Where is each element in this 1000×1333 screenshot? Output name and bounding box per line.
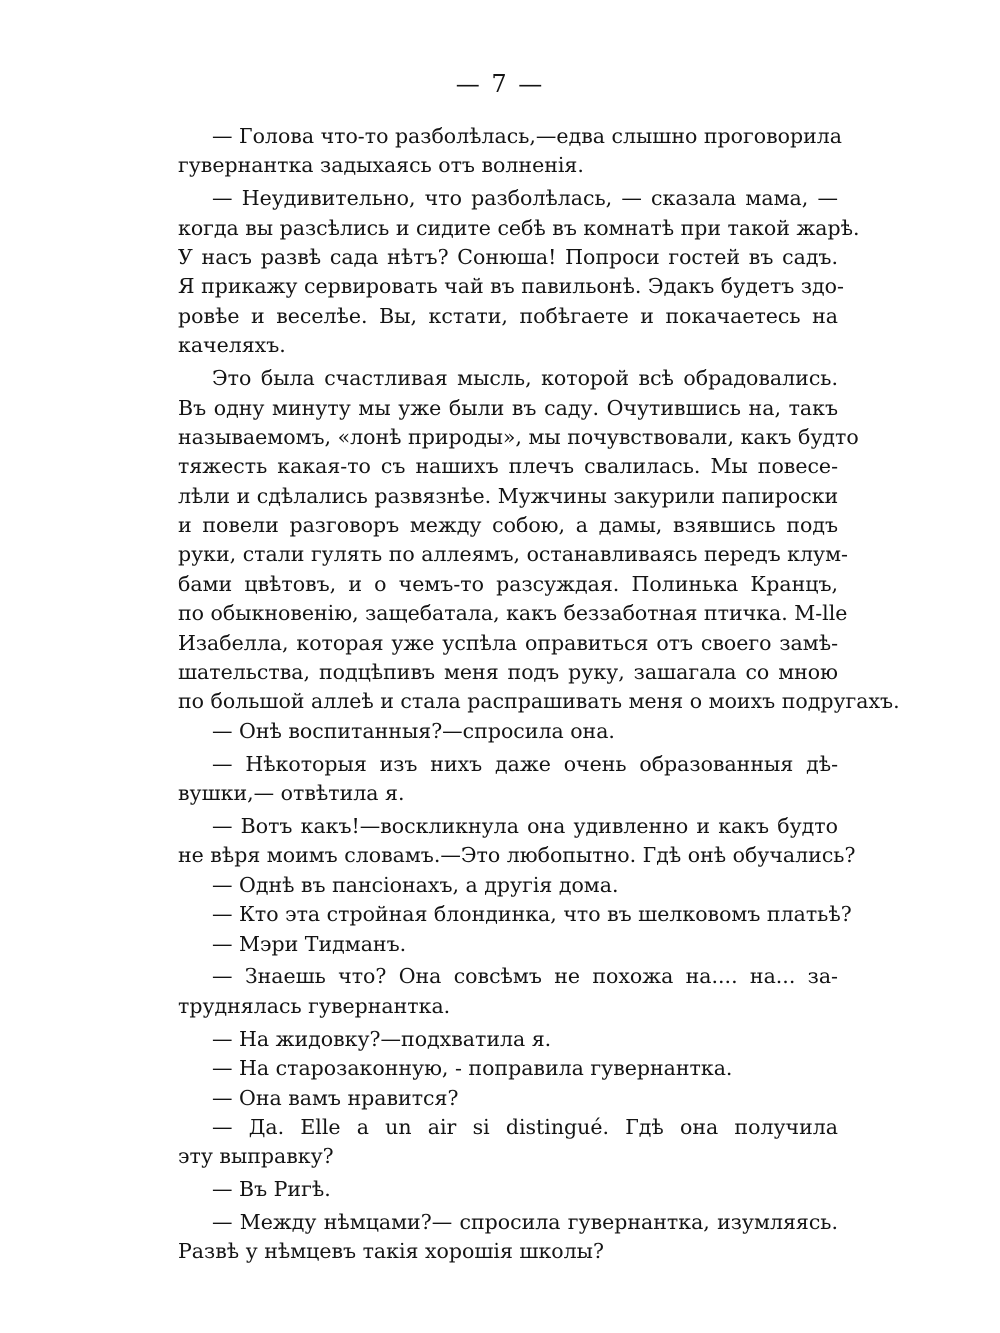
page-text <box>178 122 900 1267</box>
text-line: — Голова что-то разболѣлась,—едва слышно проговорила <box>212 124 842 148</box>
text-line: Развѣ у нѣмцевъ такія хорошія школы? <box>178 1239 604 1264</box>
text-line: лѣли и сдѣлались развязнѣе. Мужчины закурили папироски <box>178 483 839 508</box>
text-line: У насъ развѣ сада нѣтъ? Сонюша! Попроси гостей въ садъ. <box>178 245 838 270</box>
text-line: — Мэри Тидманъ. <box>212 931 407 956</box>
text-line: — Нѣкоторыя изъ нихъ даже очень образованныя дѣ- <box>212 751 838 776</box>
text-line: — Однѣ въ пансіонахъ, а другія дома. <box>212 872 619 897</box>
text-line: — Неудивительно, что разболѣлась, — сказала мама, — <box>212 186 838 211</box>
text-line: труднялась гувернантка. <box>178 993 451 1018</box>
text-line: гувернантка задыхаясь отъ волненія. <box>178 153 584 178</box>
text-line: когда вы разсѣлись и сидите себѣ въ комнатѣ при такой жарѣ. <box>178 215 860 240</box>
text-line: по обыкновенію, защебатала, какъ беззаботная птичка. М-lle <box>178 601 848 626</box>
text-line: — На старозаконную, - поправила гувернантка. <box>212 1056 733 1081</box>
text-line: — Да. Elle a un air si distingué. Гдѣ она получила <box>212 1114 838 1139</box>
text-line: бами цвѣтовъ, и о чемъ-то разсуждая. Полинька Кранцъ, <box>178 571 838 596</box>
text-line: — Кто эта стройная блондинка, что въ шелковомъ платьѣ? <box>212 902 852 927</box>
text-line: не вѣря моимъ словамъ.—Это любопытно. Гдѣ онѣ обучались? <box>178 843 856 868</box>
text-line: Изабелла, которая уже успѣла оправиться отъ своего замѣ- <box>178 630 838 655</box>
text-line: — Знаешь что? Она совсѣмъ не похожа на.... на... за- <box>212 964 838 989</box>
text-line: по большой аллеѣ и стала распрашивать меня о моихъ подругахъ. <box>178 689 900 714</box>
text-line: качеляхъ. <box>178 333 286 358</box>
text-line: — Между нѣмцами?— спросила гувернантка, изумляясь. <box>212 1210 838 1235</box>
text-line: Я прикажу сервировать чай въ павильонѣ. Эдакъ будетъ здо- <box>178 274 844 299</box>
text-line: руки, стали гулять по аллеямъ, останавливаясь передъ клум- <box>178 542 848 567</box>
text-line: ровѣе и веселѣе. Вы, кстати, побѣгаете и покачаетесь на <box>178 303 838 328</box>
text-line: называемомъ, «лонѣ природы», мы почувствовали, какъ будто <box>178 424 859 449</box>
text-line: — Въ Ригѣ. <box>212 1177 331 1202</box>
text-line: тяжесть какая-то съ нашихъ плечъ свалилась. Мы повесе- <box>178 454 838 479</box>
text-line: Это была счастливая мысль, которой всѣ обрадовались. <box>212 366 838 391</box>
page-number: — 7 — <box>455 70 545 98</box>
text-line: Въ одну минуту мы уже были въ саду. Очутившись на, такъ <box>178 395 838 420</box>
text-line: вушки,— отвѣтила я. <box>178 781 405 806</box>
text-line: — Вотъ какъ!—воскликнула она удивленно и какъ будто <box>212 813 838 838</box>
text-line: — Она вамъ нравится? <box>212 1085 459 1110</box>
text-line: и повели разговоръ между собою, а дамы, взявшись подъ <box>178 513 838 538</box>
text-line: — Онѣ воспитанныя?—спросила она. <box>212 718 615 743</box>
text-line: эту выправку? <box>178 1144 334 1169</box>
text-line: шательства, подцѣпивъ меня подъ руку, зашагала со мною <box>178 660 838 685</box>
text-line: — На жидовку?—подхватила я. <box>212 1026 552 1051</box>
